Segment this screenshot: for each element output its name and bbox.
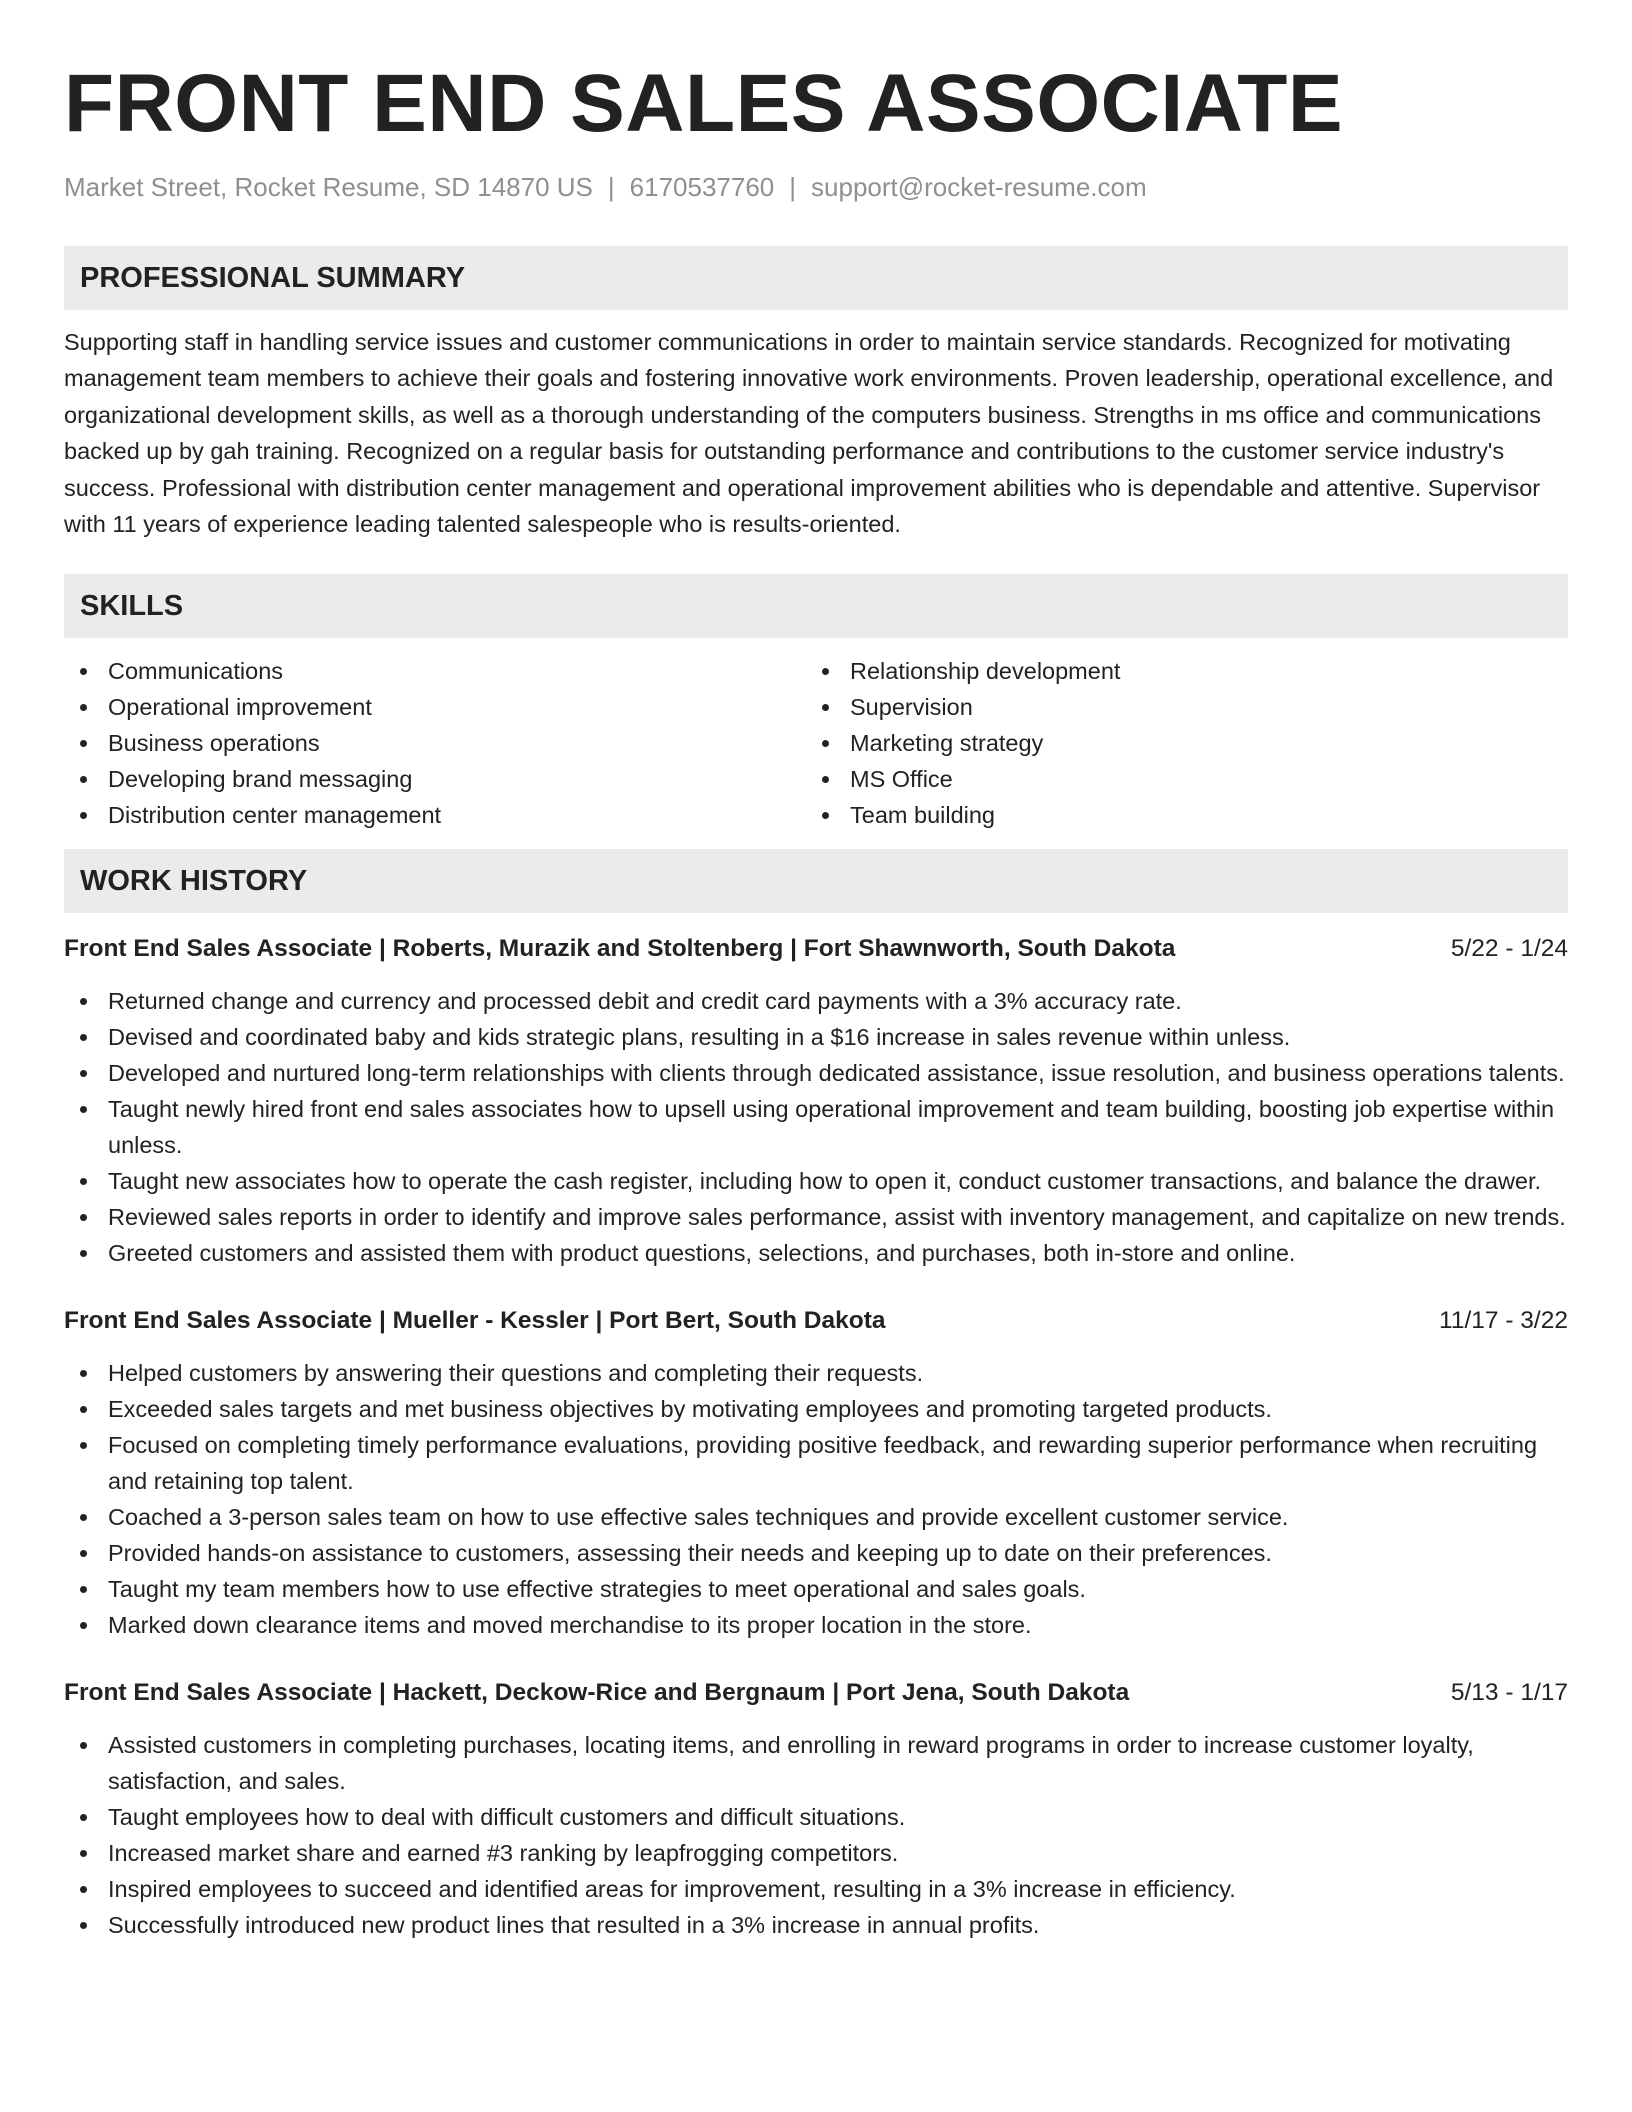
- job-entry: [64, 1303, 1568, 1643]
- job-dates: 5/22 - 1/24: [1450, 935, 1568, 963]
- skill-item: Developing brand messaging: [64, 761, 806, 797]
- skill-item: Marketing strategy: [806, 725, 1548, 761]
- job-bullet: Successfully introduced new product lines that resulted in a 3% increase in annual profits.: [64, 1907, 1568, 1943]
- skills-heading: SKILLS: [64, 574, 1568, 638]
- job-title: Front End Sales Associate | Mueller - Kessler | Port Bert, South Dakota: [64, 1307, 886, 1335]
- resume-name: FRONT END SALES ASSOCIATE: [64, 58, 1344, 149]
- job-bullet: Assisted customers in completing purchases, locating items, and enrolling in reward programs in order to increase customer loyalty, satisfaction, and sales.: [64, 1727, 1568, 1799]
- contact-separator: |: [789, 172, 797, 202]
- skill-item: Operational improvement: [64, 689, 806, 725]
- job-bullet: Taught my team members how to use effective strategies to meet operational and sales goals.: [64, 1571, 1568, 1607]
- skills-column-right: [806, 653, 1548, 833]
- job-bullets: [64, 983, 1568, 1271]
- contact-separator: |: [607, 172, 615, 202]
- job-bullet: Taught newly hired front end sales associates how to upsell using operational improvement and team building, boosting job expertise within unless.: [64, 1091, 1568, 1163]
- job-bullet: Exceeded sales targets and met business objectives by motivating employees and promoting targeted products.: [64, 1391, 1568, 1427]
- job-bullet: Reviewed sales reports in order to identify and improve sales performance, assist with inventory management, and capitalize on new trends.: [64, 1199, 1568, 1235]
- job-header: [64, 1675, 1568, 1711]
- job-bullet: Provided hands-on assistance to customers, assessing their needs and keeping up to date on their preferences.: [64, 1535, 1568, 1571]
- work-history-heading: WORK HISTORY: [64, 849, 1568, 913]
- job-dates: 5/13 - 1/17: [1450, 1679, 1568, 1707]
- job-header: [64, 1303, 1568, 1339]
- contact-email: support@rocket-resume.com: [811, 172, 1147, 202]
- resume-page: [64, 58, 1568, 1943]
- job-bullet: Focused on completing timely performance evaluations, providing positive feedback, and rewarding superior performance when recruiting and retaining top talent.: [64, 1427, 1568, 1499]
- job-bullet: Greeted customers and assisted them with product questions, selections, and purchases, both in-store and online.: [64, 1235, 1568, 1271]
- professional-summary-text: Supporting staff in handling service issues and customer communications in order to maintain service standards. Recognized for motivating management team members to achieve their goals and fostering innovative work environments. Proven leadership, operational excellence, and organizational development skills, as well as a thorough understanding of the computers business. Strengths in ms office and communications backed up by gah training. Recognized on a regular basis for outstanding performance and contributions to the customer service industry's success. Professional with distribution center management and operational improvement abilities who is dependable and attentive. Supervisor with 11 years of experience leading talented salespeople who is results-oriented.: [64, 329, 1554, 538]
- skill-item: Team building: [806, 797, 1548, 833]
- job-dates: 11/17 - 3/22: [1439, 1307, 1568, 1335]
- contact-address: Market Street, Rocket Resume, SD 14870 US: [64, 172, 593, 202]
- job-bullets: [64, 1355, 1568, 1643]
- job-entry: [64, 931, 1568, 1271]
- job-bullet: Coached a 3-person sales team on how to use effective sales techniques and provide excellent customer service.: [64, 1499, 1568, 1535]
- job-bullet: Inspired employees to succeed and identified areas for improvement, resulting in a 3% increase in efficiency.: [64, 1871, 1568, 1907]
- contact-phone: 6170537760: [629, 172, 775, 202]
- job-bullet: Taught new associates how to operate the cash register, including how to open it, conduct customer transactions, and balance the drawer.: [64, 1163, 1568, 1199]
- job-bullet: Devised and coordinated baby and kids strategic plans, resulting in a $16 increase in sales revenue within unless.: [64, 1019, 1568, 1055]
- job-bullet: Developed and nurtured long-term relationships with clients through dedicated assistance, issue resolution, and business operations talents.: [64, 1055, 1568, 1091]
- skills-grid: [64, 653, 1568, 833]
- skill-item: Supervision: [806, 689, 1548, 725]
- job-title: Front End Sales Associate | Hackett, Deckow-Rice and Bergnaum | Port Jena, South Dakota: [64, 1679, 1130, 1707]
- job-entry: [64, 1675, 1568, 1943]
- skills-column-left: [64, 653, 806, 833]
- job-bullets: [64, 1727, 1568, 1943]
- skill-item: Communications: [64, 653, 806, 689]
- job-bullet: Marked down clearance items and moved merchandise to its proper location in the store.: [64, 1607, 1568, 1643]
- job-bullet: Increased market share and earned #3 ranking by leapfrogging competitors.: [64, 1835, 1568, 1871]
- job-bullet: Returned change and currency and processed debit and credit card payments with a 3% accuracy rate.: [64, 983, 1568, 1019]
- skill-item: Distribution center management: [64, 797, 806, 833]
- job-header: [64, 931, 1568, 967]
- job-bullet: Taught employees how to deal with difficult customers and difficult situations.: [64, 1799, 1568, 1835]
- skill-item: Relationship development: [806, 653, 1548, 689]
- job-title: Front End Sales Associate | Roberts, Murazik and Stoltenberg | Fort Shawnworth, South Dakota: [64, 935, 1176, 963]
- skill-item: Business operations: [64, 725, 806, 761]
- professional-summary-heading: PROFESSIONAL SUMMARY: [64, 246, 1568, 310]
- skill-item: MS Office: [806, 761, 1548, 797]
- contact-line: [64, 170, 1568, 204]
- job-bullet: Helped customers by answering their questions and completing their requests.: [64, 1355, 1568, 1391]
